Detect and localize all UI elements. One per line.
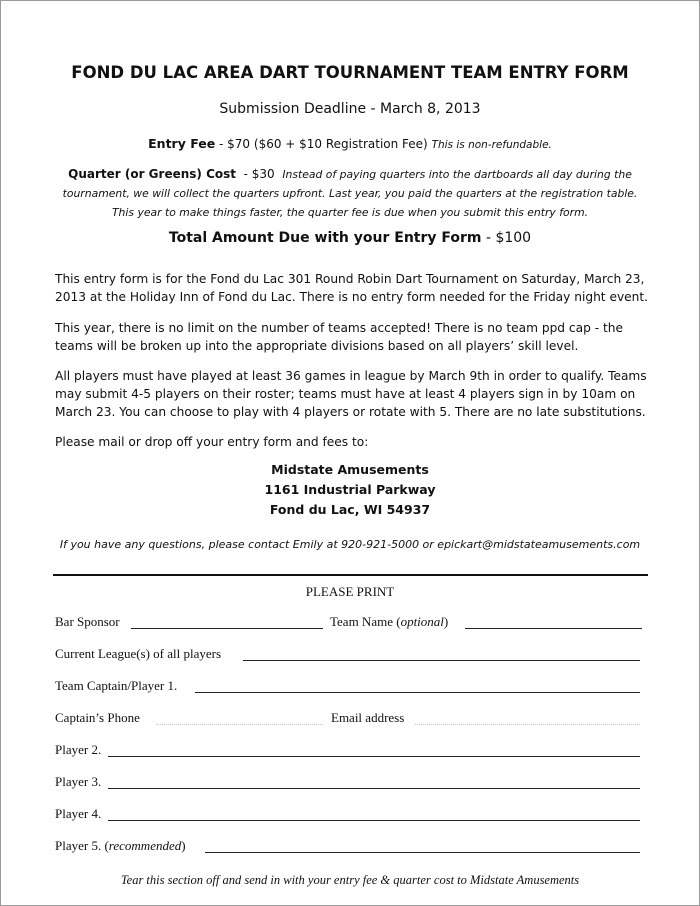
- bar-sponsor-label: Bar Sponsor: [55, 614, 120, 629]
- bar-sponsor-field[interactable]: [131, 628, 323, 629]
- row-player-4: [55, 806, 645, 826]
- paragraph-player-rules: All players must have played at least 36 games in league by March 9th in order to qualify. Teams may submit 4-5 players on their roster; teams must have at least 4 players sign in by 10am on March 23. You can choose to play with 4 players or rotate with 5. There are no late substitutions.: [55, 369, 647, 419]
- address-company: Midstate Amusements: [271, 462, 429, 477]
- team-name-label: Team Name (optional): [330, 614, 449, 629]
- quarter-cost-label: Quarter (or Greens) Cost: [68, 167, 237, 181]
- paragraph-team-limit: This year, there is no limit on the number of teams accepted! There is no team ppd cap - the teams will be broken up into the appropriate divisions based on all players’ skill level.: [55, 321, 623, 353]
- player-2-field[interactable]: [108, 756, 640, 757]
- row-player-2: [55, 742, 645, 762]
- quarter-cost-amount: - $30: [236, 167, 283, 181]
- tear-divider: [53, 574, 648, 576]
- player-5-label: Player 5. (recommended): [55, 838, 186, 853]
- form-title: FOND DU LAC AREA DART TOURNAMENT TEAM ENTRY FORM: [71, 63, 629, 82]
- total-amount-line: [0, 230, 700, 246]
- player-4-field[interactable]: [108, 820, 640, 821]
- player-3-field[interactable]: [108, 788, 640, 789]
- mailing-address: [0, 460, 700, 520]
- row-player-5: [55, 838, 645, 858]
- player-5-field[interactable]: [205, 852, 640, 853]
- total-amount-label: Total Amount Due with your Entry Form: [168, 230, 482, 246]
- team-name-optional: optional: [400, 614, 444, 629]
- quarter-cost-block: [60, 165, 640, 222]
- email-label: Email address: [331, 710, 405, 725]
- please-print-heading: PLEASE PRINT: [305, 584, 395, 599]
- address-street: 1161 Industrial Parkway: [264, 482, 436, 497]
- team-captain-label: Team Captain/Player 1.: [55, 678, 178, 693]
- entry-fee-label: Entry Fee: [148, 136, 216, 151]
- row-player-3: [55, 774, 645, 794]
- current-league-field[interactable]: [243, 660, 640, 661]
- entry-fee-amount: - $70 ($60 + $10 Registration Fee): [215, 137, 432, 151]
- quarter-cost-note: Instead of paying quarters into the dartboards all day during the tournament, we will collect the quarters upfront. Last year, you paid the quarters at the registration table. This year to make things faster, the quarter fee is due when you submit this entry form.: [62, 168, 638, 219]
- entry-fee-note: This is non-refundable.: [431, 139, 552, 151]
- paragraph-mail-instructions: Please mail or drop off your entry form and fees to:: [55, 435, 369, 449]
- row-team-captain: [55, 678, 645, 698]
- tear-off-instructions: Tear this section off and send in with your entry fee & quarter cost to Midstate Amusements: [120, 873, 580, 887]
- team-captain-field[interactable]: [195, 692, 640, 693]
- captain-phone-field[interactable]: [156, 724, 323, 725]
- team-name-field[interactable]: [465, 628, 642, 629]
- contact-info: If you have any questions, please contact Emily at 920-921-5000 or epickart@midstateamusements.com: [59, 538, 641, 551]
- captain-phone-label: Captain’s Phone: [55, 710, 140, 725]
- current-league-label: Current League(s) of all players: [55, 646, 222, 661]
- player-3-label: Player 3.: [55, 774, 102, 789]
- total-amount-value: - $100: [481, 230, 532, 246]
- row-bar-sponsor: [55, 614, 645, 634]
- row-current-league: [55, 646, 645, 666]
- row-captain-phone: [55, 710, 645, 730]
- player-4-label: Player 4.: [55, 806, 102, 821]
- paragraph-tournament-info: This entry form is for the Fond du Lac 301 Round Robin Dart Tournament on Saturday, March 23, 2013 at the Holiday Inn of Fond du Lac. There is no entry form needed for the Friday night event.: [55, 272, 649, 304]
- address-city: Fond du Lac, WI 54937: [269, 502, 431, 517]
- player-5-recommended: recommended: [108, 838, 182, 853]
- player-2-label: Player 2.: [55, 742, 102, 757]
- email-field[interactable]: [415, 724, 640, 725]
- submission-deadline: Submission Deadline - March 8, 2013: [219, 101, 481, 117]
- entry-fee-line: [0, 136, 700, 151]
